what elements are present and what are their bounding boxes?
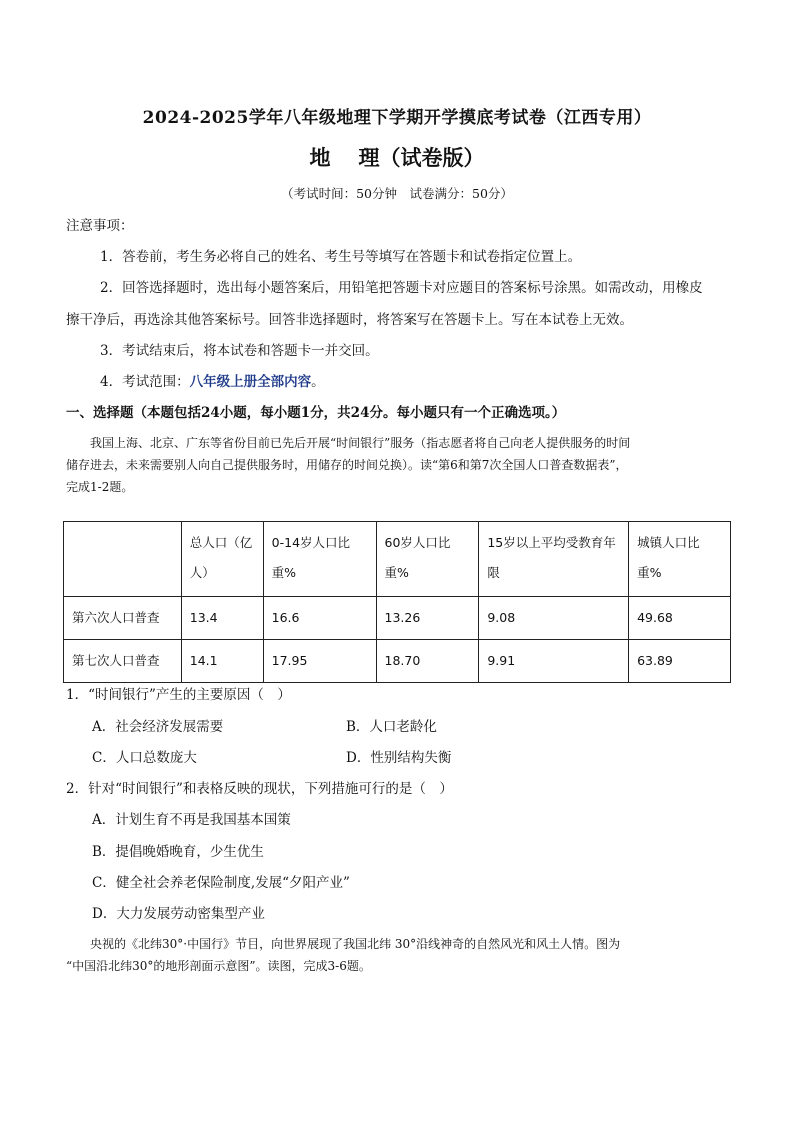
question-1-option-d[interactable]: D．性别结构失衡 [346,750,452,766]
stem-1-line-2: 储存进去，未来需要别人向自己提供服务时，用储存的时间兑换）。读“第6和第7次全国人口普查数据表”， [66,458,628,472]
table-cell: 13.26 [376,597,479,640]
question-2-stem: 2．针对“时间银行”和表格反映的现状，下列措施可行的是（ ） [66,781,453,797]
note-4 [100,372,325,392]
exam-scope: 八年级上册全部内容 [189,374,312,390]
table-header-cell: 15岁以上平均受教育年限 [479,522,629,597]
table-cell: 第六次人口普查 [64,597,182,640]
table-cell: 63.89 [629,640,731,683]
note-4-prefix: 4．考试范围： [100,374,190,390]
stem-1-line-3: 完成1-2题。 [66,480,134,494]
table-header-cell [64,522,182,597]
notes-heading: 注意事项： [66,218,134,234]
table-cell: 第七次人口普查 [64,640,182,683]
note-3: 3．考试结束后，将本试卷和答题卡一并交回。 [100,343,379,359]
question-2-option-c[interactable]: C．健全社会养老保险制度,发展“夕阳产业” [92,875,350,891]
note-2-line-2: 擦干净后，再选涂其他答案标号。回答非选择题时，将答案写在答题卡上。写在本试卷上无效。 [66,312,633,328]
table-cell: 14.1 [181,640,263,683]
table-cell: 16.6 [263,597,376,640]
stem-1-line-1: 我国上海、北京、广东等省份目前已先后开展“时间银行”服务（指志愿者将自己向老人提供服务的时间 [90,436,631,450]
question-2-option-b[interactable]: B．提倡晚婚晚育，少生优生 [92,844,264,860]
question-1-option-b[interactable]: B．人口老龄化 [346,719,437,735]
stem-1 [66,432,730,498]
table-cell: 17.95 [263,640,376,683]
question-1-stem: 1．“时间银行”产生的主要原因（ ） [66,687,291,703]
table-header-cell: 60岁人口比重% [376,522,479,597]
table-header-row [64,522,731,597]
note-2-line-1: 2．回答选择题时，选出每小题答案后，用铅笔把答题卡对应题目的答案标号涂黑。如需改动，用橡皮 [100,280,703,296]
table-row [64,597,731,640]
table-cell: 18.70 [376,640,479,683]
table-cell: 13.4 [181,597,263,640]
exam-meta: （考试时间：50分钟 试卷满分：50分） [281,186,513,201]
exam-title: 2024-2025学年八年级地理下学期开学摸底考试卷（江西专用） [142,108,652,128]
note-4-suffix: 。 [311,374,325,390]
subject-char-2: 理（试卷版） [358,145,485,170]
question-2-option-a[interactable]: A．计划生育不再是我国基本国策 [92,812,291,828]
stem-2-line-1: 央视的《北纬30°·中国行》节目，向世界展现了我国北纬 30°沿线神奇的自然风光和风土人情。图为 [90,937,621,951]
stem-2 [66,933,730,977]
table-header-cell: 总人口（亿人） [181,522,263,597]
question-1-option-c[interactable]: C．人口总数庞大 [92,750,197,766]
question-1-option-a[interactable]: A．社会经济发展需要 [92,719,224,735]
section-1-heading: 一、选择题（本题包括24小题，每小题1分，共24分。每小题只有一个正确选项。） [66,405,566,421]
table-cell: 49.68 [629,597,731,640]
table-cell: 9.08 [479,597,629,640]
table-row [64,640,731,683]
exam-subtitle [0,142,794,172]
note-1: 1．答卷前，考生务必将自己的姓名、考生号等填写在答题卡和试卷指定位置上。 [100,249,582,265]
subject-char-1: 地 [309,145,331,170]
stem-2-line-2: “中国沿北纬30°的地形剖面示意图”。读图，完成3-6题。 [66,959,371,973]
table-cell: 9.91 [479,640,629,683]
question-2-option-d[interactable]: D．大力发展劳动密集型产业 [92,906,265,922]
table-header-cell: 0-14岁人口比重% [263,522,376,597]
census-table [63,521,731,683]
table-header-cell: 城镇人口比重% [629,522,731,597]
